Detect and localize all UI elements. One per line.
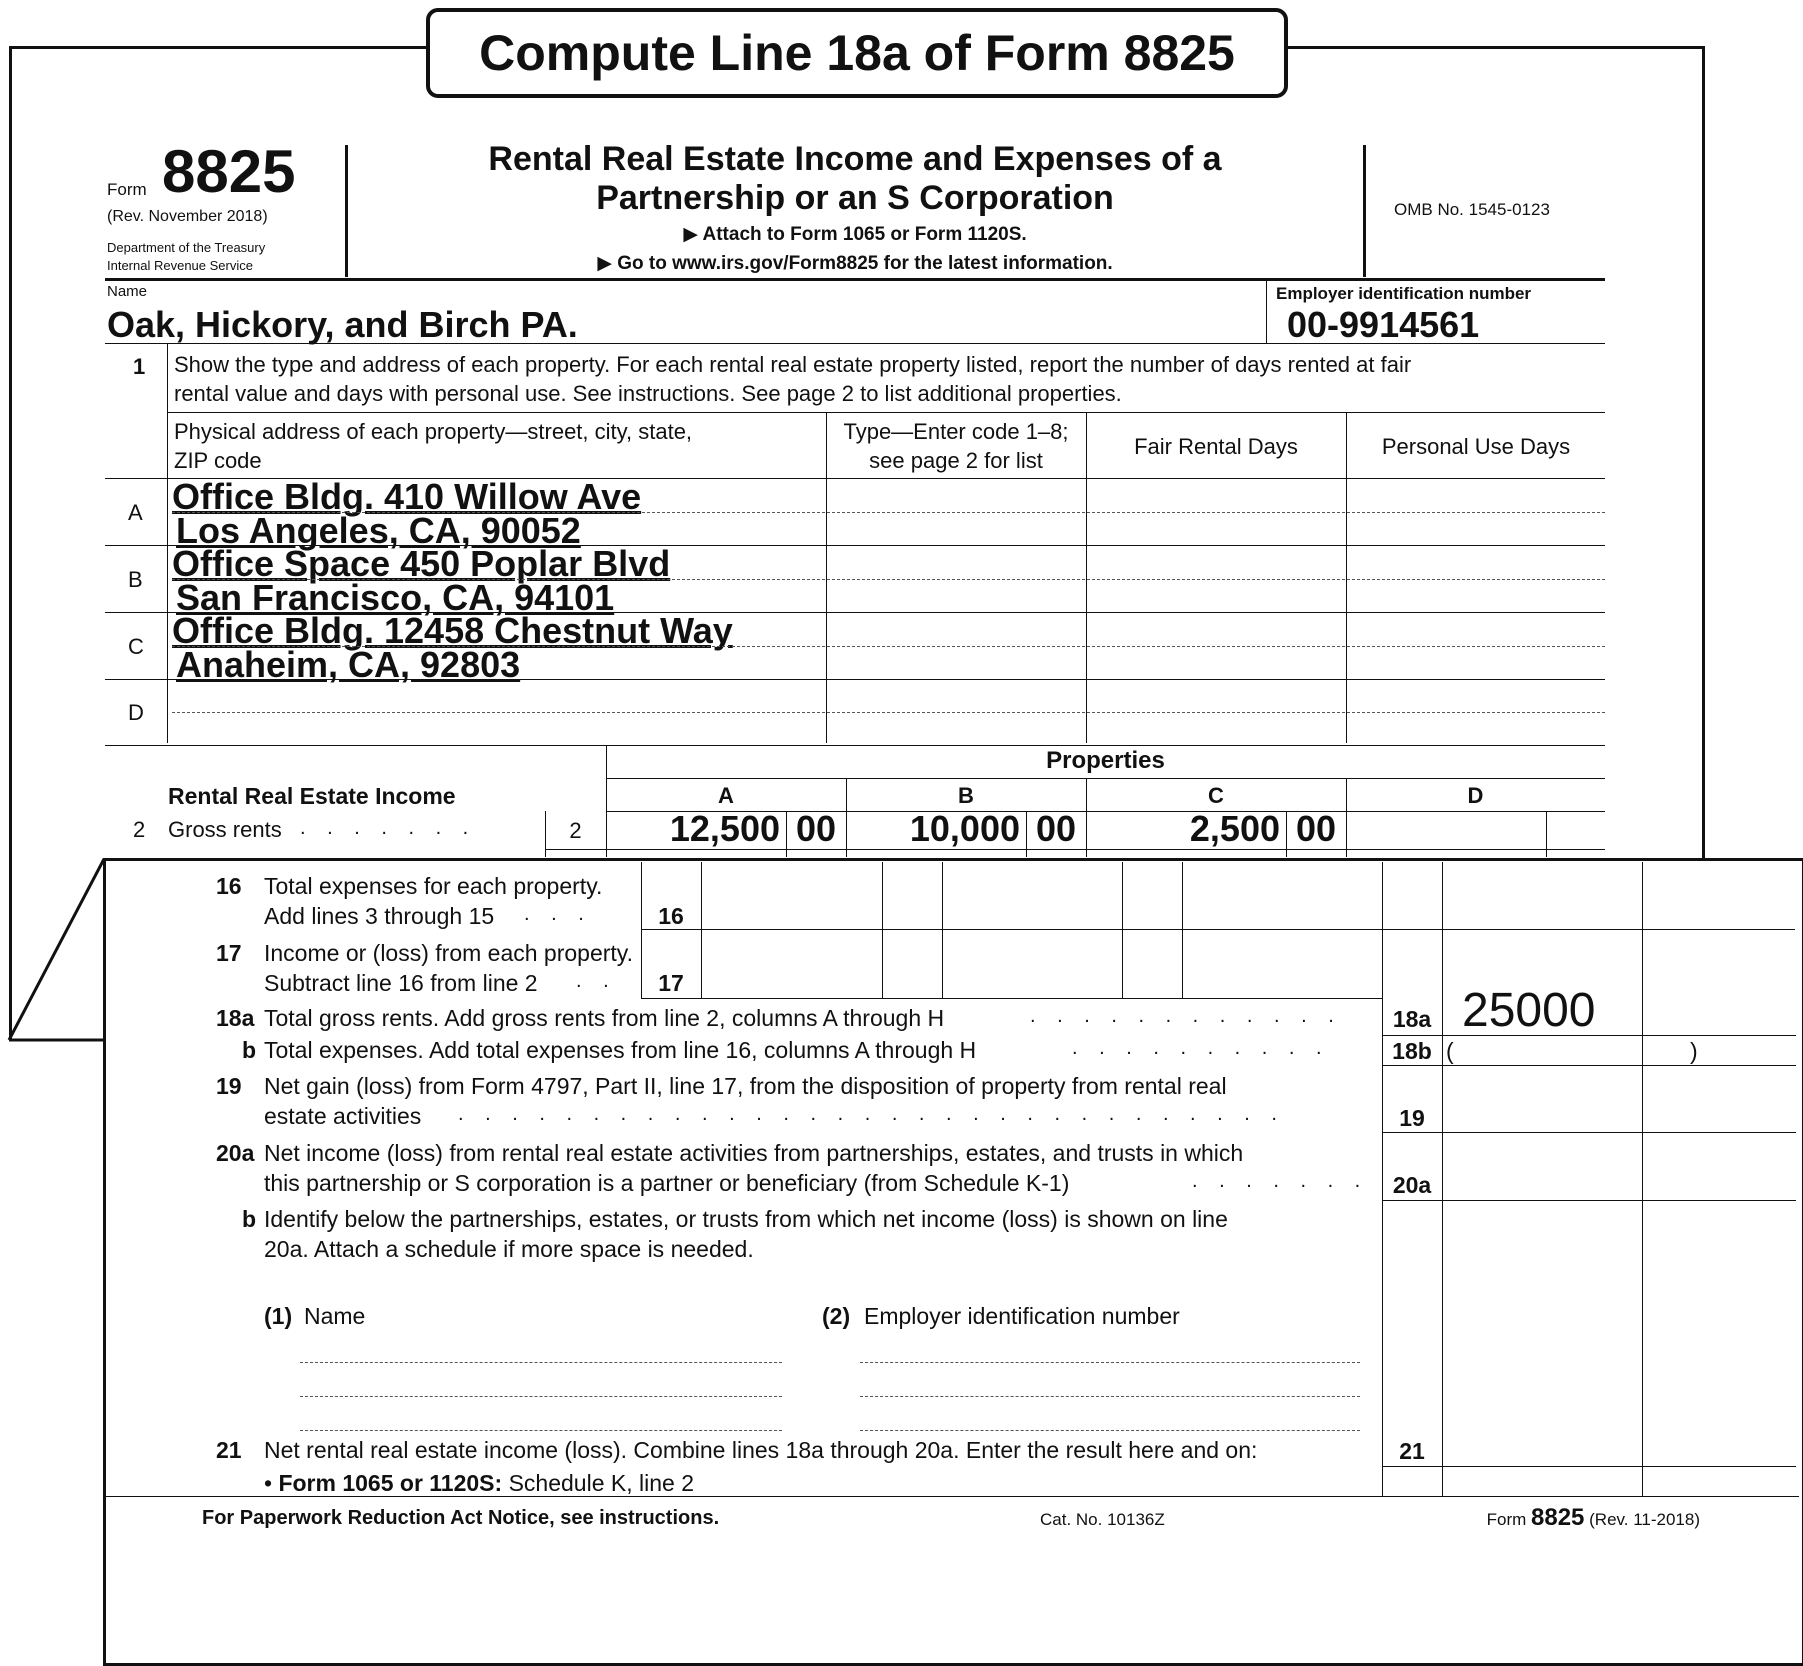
l21-destination <box>264 1470 694 1497</box>
ein-value[interactable]: 00-9914561 <box>1287 304 1480 345</box>
row-b-addr1[interactable]: Office Space 450 Poplar Blvd <box>172 543 671 584</box>
properties-rule <box>606 778 1605 779</box>
gross-rents-c-cents[interactable]: 00 <box>1295 808 1337 849</box>
l20a-box: 20a <box>1392 1172 1432 1198</box>
l16-col-b <box>942 862 943 998</box>
l19-text1: Net gain (loss) from Form 4797, Part II, line 17, from the disposition of property from rental real <box>264 1073 1227 1099</box>
col-rule-fair <box>1086 412 1087 743</box>
l21-num: 21 <box>216 1437 242 1463</box>
l20a-rule <box>1382 1200 1796 1201</box>
l20a-text1: Net income (loss) from rental real estate activities from partnerships, estates, and trusts in which <box>264 1140 1244 1166</box>
l20b-name-line3[interactable] <box>300 1430 782 1431</box>
col-rule-personal <box>1346 412 1347 743</box>
l16-col-c <box>1182 862 1183 998</box>
l21-rule <box>1382 1466 1796 1467</box>
prop-rule-d <box>1346 778 1347 857</box>
l16-num: 16 <box>216 873 242 899</box>
gross-rents-a-cents[interactable]: 00 <box>795 808 837 849</box>
l21-rest: Schedule K, line 2 <box>502 1470 694 1496</box>
line2-dots: . . . . . . . <box>300 817 477 839</box>
line2-box-label: 2 <box>569 818 582 843</box>
footer-form-rev: (Rev. 11-2018) <box>1584 1510 1700 1529</box>
name-label: Name <box>107 283 148 300</box>
l20b-col2-num: (2) <box>822 1303 851 1329</box>
goto-line: ▶ Go to www.irs.gov/Form8825 for the latest information. <box>597 253 1113 274</box>
l18a-box: 18a <box>1392 1006 1432 1032</box>
footer-form-prefix: Form <box>1486 1510 1532 1529</box>
gross-rents-a-dollars[interactable]: 12,500 <box>669 808 780 849</box>
properties-label: Properties <box>1046 747 1165 774</box>
gross-rents-c-dollars[interactable]: 2,500 <box>1189 808 1280 849</box>
dept-line2: Internal Revenue Service <box>107 258 253 273</box>
row-d-top <box>105 679 1605 680</box>
l18b-box: 18b <box>1392 1038 1432 1064</box>
l20a-text2: this partnership or S corporation is a partner or beneficiary (from Schedule K-1) <box>264 1170 1070 1196</box>
l19-rule <box>1382 1132 1796 1133</box>
row-b-dashed <box>172 579 1605 580</box>
footer-form-number: 8825 <box>1531 1504 1585 1531</box>
l21-box: 21 <box>1399 1438 1425 1464</box>
row-d-dashed <box>172 712 1605 713</box>
l17-text1: Income or (loss) from each property. <box>264 940 633 966</box>
l20b-name-line1[interactable] <box>300 1362 782 1363</box>
l17-box: 17 <box>658 970 684 996</box>
col-letter-d: D <box>1467 783 1484 808</box>
row-a-addr2[interactable]: Los Angeles, CA, 90052 <box>176 510 581 551</box>
l18b-close-paren: ) <box>1690 1038 1698 1064</box>
l19-text2: estate activities <box>264 1103 422 1129</box>
line1-bottom <box>105 745 1605 746</box>
l16-text1: Total expenses for each property. <box>264 873 603 899</box>
l20b-ein-line3[interactable] <box>860 1430 1360 1431</box>
l21-bullet: • <box>264 1470 279 1496</box>
l21-text: Net rental real estate income (loss). Combine lines 18a through 20a. Enter the result here and on: <box>264 1437 1258 1463</box>
col-rule-type <box>826 412 827 743</box>
row-c-dashed <box>172 646 1605 647</box>
l18a-rule <box>1382 1035 1796 1036</box>
row-b-addr2[interactable]: San Francisco, CA, 94101 <box>176 577 615 618</box>
l17-bottom-rule <box>641 998 1382 999</box>
col-letter-b: B <box>958 783 974 808</box>
l17-text2: Subtract line 16 from line 2 <box>264 970 538 996</box>
row-c-letter: C <box>128 634 144 659</box>
gross-rents-b-dollars[interactable]: 10,000 <box>909 808 1020 849</box>
box-col-right-rule <box>1642 862 1643 1496</box>
name-value[interactable]: Oak, Hickory, and Birch PA. <box>107 304 578 345</box>
form-title-line1: Rental Real Estate Income and Expenses of a <box>488 140 1222 178</box>
l20b-text1: Identify below the partnerships, estates, or trusts from which net income (loss) is shown on line <box>264 1206 1228 1232</box>
row-c-addr1[interactable]: Office Bldg. 12458 Chestnut Way <box>172 610 733 651</box>
line1-header-top <box>167 412 1605 413</box>
l20b-col2-label: Employer identification number <box>864 1303 1180 1329</box>
row-b-letter: B <box>128 567 143 592</box>
omb-number: OMB No. 1545-0123 <box>1394 200 1550 219</box>
l17-num: 17 <box>216 940 242 966</box>
cents-rule-d <box>1546 811 1547 857</box>
col-type-l1: Type—Enter code 1–8; <box>843 419 1069 444</box>
l20b-name-line2[interactable] <box>300 1396 782 1397</box>
l18b-text: Total expenses. Add total expenses from line 16, columns A through H <box>264 1037 977 1063</box>
l18a-text: Total gross rents. Add gross rents from line 2, columns A through H <box>264 1005 945 1031</box>
form-revision: (Rev. November 2018) <box>107 208 268 225</box>
l18a-dots: . . . . . . . . . . . . <box>1030 1005 1342 1027</box>
line1-text-1: Show the type and address of each property. For each rental real estate property listed, report the number of days rented at fair <box>174 352 1412 377</box>
l20b-ein-line1[interactable] <box>860 1362 1360 1363</box>
l20b-ein-line2[interactable] <box>860 1396 1360 1397</box>
callout-connector <box>0 850 110 1050</box>
dept-line1: Department of the Treasury <box>107 240 266 255</box>
l16-dots: . . . <box>524 903 592 925</box>
col-fair-rental: Fair Rental Days <box>1134 434 1298 459</box>
line1-left-rule <box>167 343 168 743</box>
l16-bottom-rule <box>641 929 1795 930</box>
l18a-value[interactable]: 25000 <box>1462 984 1596 1037</box>
row-d-letter: D <box>128 700 144 725</box>
l20b-col1-label: Name <box>304 1303 366 1329</box>
l18b-rule <box>1382 1065 1796 1066</box>
l20a-num: 20a <box>216 1140 255 1166</box>
row-a-dashed <box>172 512 1605 513</box>
l16-cents-a <box>882 862 883 998</box>
line1-text-2: rental value and days with personal use. See instructions. See page 2 to list additional properties. <box>174 381 1122 406</box>
box-col-mid-rule <box>1442 862 1443 1496</box>
name-rule <box>105 343 1605 344</box>
l19-box: 19 <box>1399 1105 1425 1131</box>
gross-rents-b-cents[interactable]: 00 <box>1035 808 1077 849</box>
l18a-num: 18a <box>216 1005 255 1031</box>
l16-box-right <box>701 862 702 998</box>
l16-box: 16 <box>658 903 684 929</box>
l16-text2: Add lines 3 through 15 <box>264 903 495 929</box>
l17-dots: . . <box>576 970 617 992</box>
footer-form <box>1300 1504 1700 1532</box>
l18b-dots: . . . . . . . . . . <box>1072 1037 1330 1059</box>
callout-title: Compute Line 18a of Form 8825 <box>426 8 1288 98</box>
header-divider-right <box>1363 145 1366 277</box>
col-type-l2: see page 2 for list <box>869 448 1043 473</box>
row-a-letter: A <box>128 500 143 525</box>
income-section-label: Rental Real Estate Income <box>168 783 456 809</box>
footer-paperwork: For Paperwork Reduction Act Notice, see instructions. <box>202 1507 720 1529</box>
l18b-num: b <box>242 1037 257 1063</box>
l20b-num: b <box>242 1206 257 1232</box>
form-title-line2: Partnership or an S Corporation <box>596 179 1114 217</box>
line2-label: Gross rents <box>168 817 282 842</box>
row-c-addr2[interactable]: Anaheim, CA, 92803 <box>176 644 521 685</box>
form-label: Form <box>107 180 147 199</box>
line2-num: 2 <box>133 817 146 842</box>
l16-cents-b <box>1122 862 1123 998</box>
header-divider-left <box>345 145 348 277</box>
footer-cat: Cat. No. 10136Z <box>1040 1510 1165 1529</box>
line2-bottom-rule <box>545 849 1605 850</box>
attach-line: ▶ Attach to Form 1065 or Form 1120S. <box>683 224 1027 245</box>
col-address-l1: Physical address of each property—street, city, state, <box>174 419 693 444</box>
l19-num: 19 <box>216 1073 242 1099</box>
col-letter-c: C <box>1208 783 1224 808</box>
l21-form-bold: Form 1065 or 1120S: <box>278 1470 503 1496</box>
col-address-l2: ZIP code <box>174 448 262 473</box>
l20a-dots: . . . . . . . <box>1192 1170 1369 1192</box>
l20b-col1-num: (1) <box>264 1303 293 1329</box>
col-letter-a: A <box>718 783 734 808</box>
line1-num: 1 <box>133 354 146 379</box>
footer-rule <box>103 1496 1799 1497</box>
col-personal-use: Personal Use Days <box>1381 434 1571 459</box>
form-number: 8825 <box>162 138 296 205</box>
row-a-addr1[interactable]: Office Bldg. 410 Willow Ave <box>172 476 642 517</box>
l19-dots: . . . . . . . . . . . . . . . . . . . . . . . . . . . . . . . <box>458 1103 1285 1125</box>
ein-divider <box>1266 280 1267 343</box>
header-rule <box>105 278 1605 281</box>
l18b-open-paren: ( <box>1446 1038 1454 1064</box>
ein-label: Employer identification number <box>1276 284 1532 303</box>
l20b-text2: 20a. Attach a schedule if more space is needed. <box>264 1236 754 1262</box>
